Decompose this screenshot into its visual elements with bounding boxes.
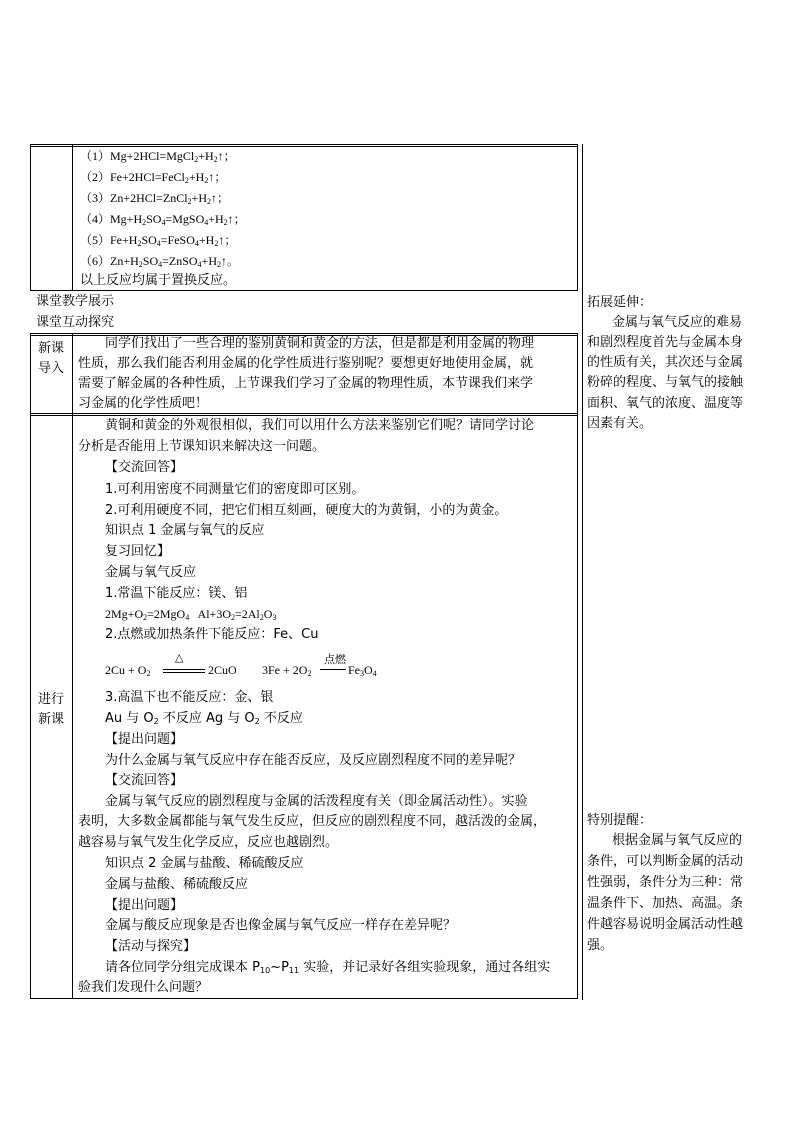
main-line-25: 请各位同学分组完成课本 $P_{10}\sim P_{11}$ 实验，并记录好各组实验现象，通过各组实	[105, 960, 551, 975]
main-line-3: 【交流回答】	[105, 460, 184, 475]
intro-line-4: 习金属的化学性质吧！	[78, 396, 209, 411]
main-line-23: 金属与酸反应现象是否也像金属与氧气反应一样存在差异呢？	[105, 918, 457, 933]
main-line-16: 【交流回答】	[105, 773, 184, 788]
equation-cu	[105, 652, 245, 682]
side-reminder-line-3: 性强弱，条件分为三种：常	[587, 875, 744, 890]
side-reminder-title: 特别提醒：	[587, 813, 653, 828]
equation-cu-left: $2Cu + O_2$	[105, 663, 151, 678]
side-extension-line-5: 面积、氧气的浓度、温度等	[587, 396, 744, 411]
main-line-12: 3.高温下也不能反应：金、银	[105, 690, 274, 705]
reaction-3: $(3)Zn+2HCl=ZnCl_2+H_2↑$；	[80, 191, 229, 206]
side-extension-line-4: 粉碎的程度、与氧气的接触	[587, 375, 744, 390]
main-line-6: 知识点 1 金属与氧气的反应	[105, 523, 265, 538]
equation-cu-condition: △	[175, 651, 184, 664]
side-extension-title: 拓展延伸：	[587, 295, 653, 310]
main-label-line1: 进行	[37, 692, 64, 707]
reaction-2: $(2)Fe+2HCl=FeCl_2+H_2↑$；	[80, 170, 227, 185]
main-line-4: 1.可利用密度不同测量它们的密度即可区别。	[105, 482, 365, 497]
page-right-divider	[582, 144, 583, 1000]
main-line-2: 分析是否能用上节课知识来解决这一问题。	[78, 439, 326, 454]
main-line-19: 越容易与氧气发生化学反应，反应也越剧烈。	[78, 835, 339, 850]
main-line-5: 2.可利用硬度不同，把它们相互刻画，硬度大的为黄铜，小的为黄金。	[105, 503, 508, 518]
equation-cu-right: 2CuO	[208, 663, 237, 677]
equation-cu-arrow	[163, 669, 205, 673]
main-line-8: 金属与氧气反应	[105, 565, 197, 580]
reaction-5: $(5)Fe+H_2SO_4=FeSO_4+H_2↑$；	[80, 233, 237, 248]
main-line-7: 复习回忆】	[105, 544, 171, 559]
side-reminder-line-4: 温条件下、加热、高温。条	[587, 896, 744, 911]
side-reminder-line-2: 条件，可以判断金属的活动	[587, 854, 744, 869]
section-classroom-display: 课堂教学展示	[36, 294, 115, 309]
main-line-9: 1.常温下能反应：镁、铝	[105, 586, 248, 601]
main-table-border-bottom	[30, 998, 578, 999]
main-line-26: 验我们发现什么问题？	[78, 980, 209, 995]
side-extension-line-2: 和剧烈程度首先与金属本身	[587, 335, 744, 350]
main-equation-mg-al: $2Mg+O_2=2MgO_4$ $Al+3O_2=2Al_2O_3$	[105, 607, 277, 622]
side-reminder-line-1: 根据金属与氧气反应的	[612, 833, 743, 848]
main-table-border-left	[30, 333, 31, 999]
main-table-border-right	[577, 333, 578, 999]
equation-fe-right: $Fe_3O_4$	[348, 663, 377, 678]
main-label-line2: 新课	[37, 712, 64, 727]
top-table-border-top	[30, 144, 578, 145]
intro-label-line2: 导入	[37, 361, 64, 376]
reaction-1: $(1)Mg+2HCl=MgCl_2+H_2↑$；	[80, 149, 236, 164]
intro-line-3: 需要了解金属的各种性质，上节课我们学习了金属的物理性质，本节课我们来学	[78, 376, 534, 391]
reaction-summary: 以上反应均属于置换反应。	[80, 273, 237, 288]
top-table-border-left	[30, 144, 31, 291]
top-table-col-divider	[72, 144, 73, 291]
main-line-15: 为什么金属与氧气反应中存在能否反应，及反应剧烈程度不同的差异呢？	[105, 753, 522, 768]
main-line-18: 表明，大多数金属都能与氧气发生反应，但反应的剧烈程度不同，越活泼的金属，	[78, 814, 547, 829]
equation-fe-arrow	[320, 669, 346, 670]
main-line-14: 【提出问题】	[105, 732, 184, 747]
side-extension-line-3: 的性质有关，其次还与金属	[587, 355, 744, 370]
side-extension-line-6: 因素有关。	[587, 416, 653, 431]
main-table-col-divider	[72, 333, 73, 999]
main-line-21: 金属与盐酸、稀硫酸反应	[105, 877, 249, 892]
equation-fe-condition: 点燃	[324, 653, 346, 666]
side-reminder-line-5: 件越容易说明金属活动性越	[587, 917, 744, 932]
intro-line-2: 性质，那么我们能否利用金属的化学性质进行鉴别呢？要想更好地使用金属，就	[78, 356, 534, 371]
equation-fe	[262, 652, 422, 682]
intro-line-1: 同学们找出了一些合理的鉴别黄铜和黄金的方法，但是都是利用金属的物理	[105, 336, 535, 351]
reaction-6: $(6)Zn+H_2SO_4=ZnSO_4+H_2↑$。	[80, 254, 239, 269]
equation-fe-left: $3Fe + 2O_2$	[262, 663, 312, 678]
main-line-13: Au 与 $O_2$ 不反应 Ag 与 $O_2$ 不反应	[105, 711, 303, 726]
reaction-4: $(4)Mg+H_2SO_4=MgSO_4+H_2↑$；	[80, 212, 246, 227]
side-extension-line-1: 金属与氧气反应的难易	[612, 315, 743, 330]
main-line-22: 【提出问题】	[105, 898, 184, 913]
section-interactive-inquiry: 课堂互动探究	[36, 315, 115, 330]
top-table-border-right	[577, 144, 578, 291]
main-line-1: 黄铜和黄金的外观很相似，我们可以用什么方法来鉴别它们呢？请同学讨论	[105, 418, 535, 433]
side-reminder-line-6: 强。	[587, 938, 614, 953]
main-line-17: 金属与氧气反应的剧烈程度与金属的活泼程度有关（即金属活动性）。实验	[105, 794, 528, 809]
main-line-24: 【活动与探究】	[105, 939, 197, 954]
intro-label-line1: 新课	[37, 341, 64, 356]
main-line-11: 2.点燃或加热条件下能反应：Fe、Cu	[105, 627, 319, 642]
main-line-20: 知识点 2 金属与盐酸、稀硫酸反应	[105, 856, 304, 871]
